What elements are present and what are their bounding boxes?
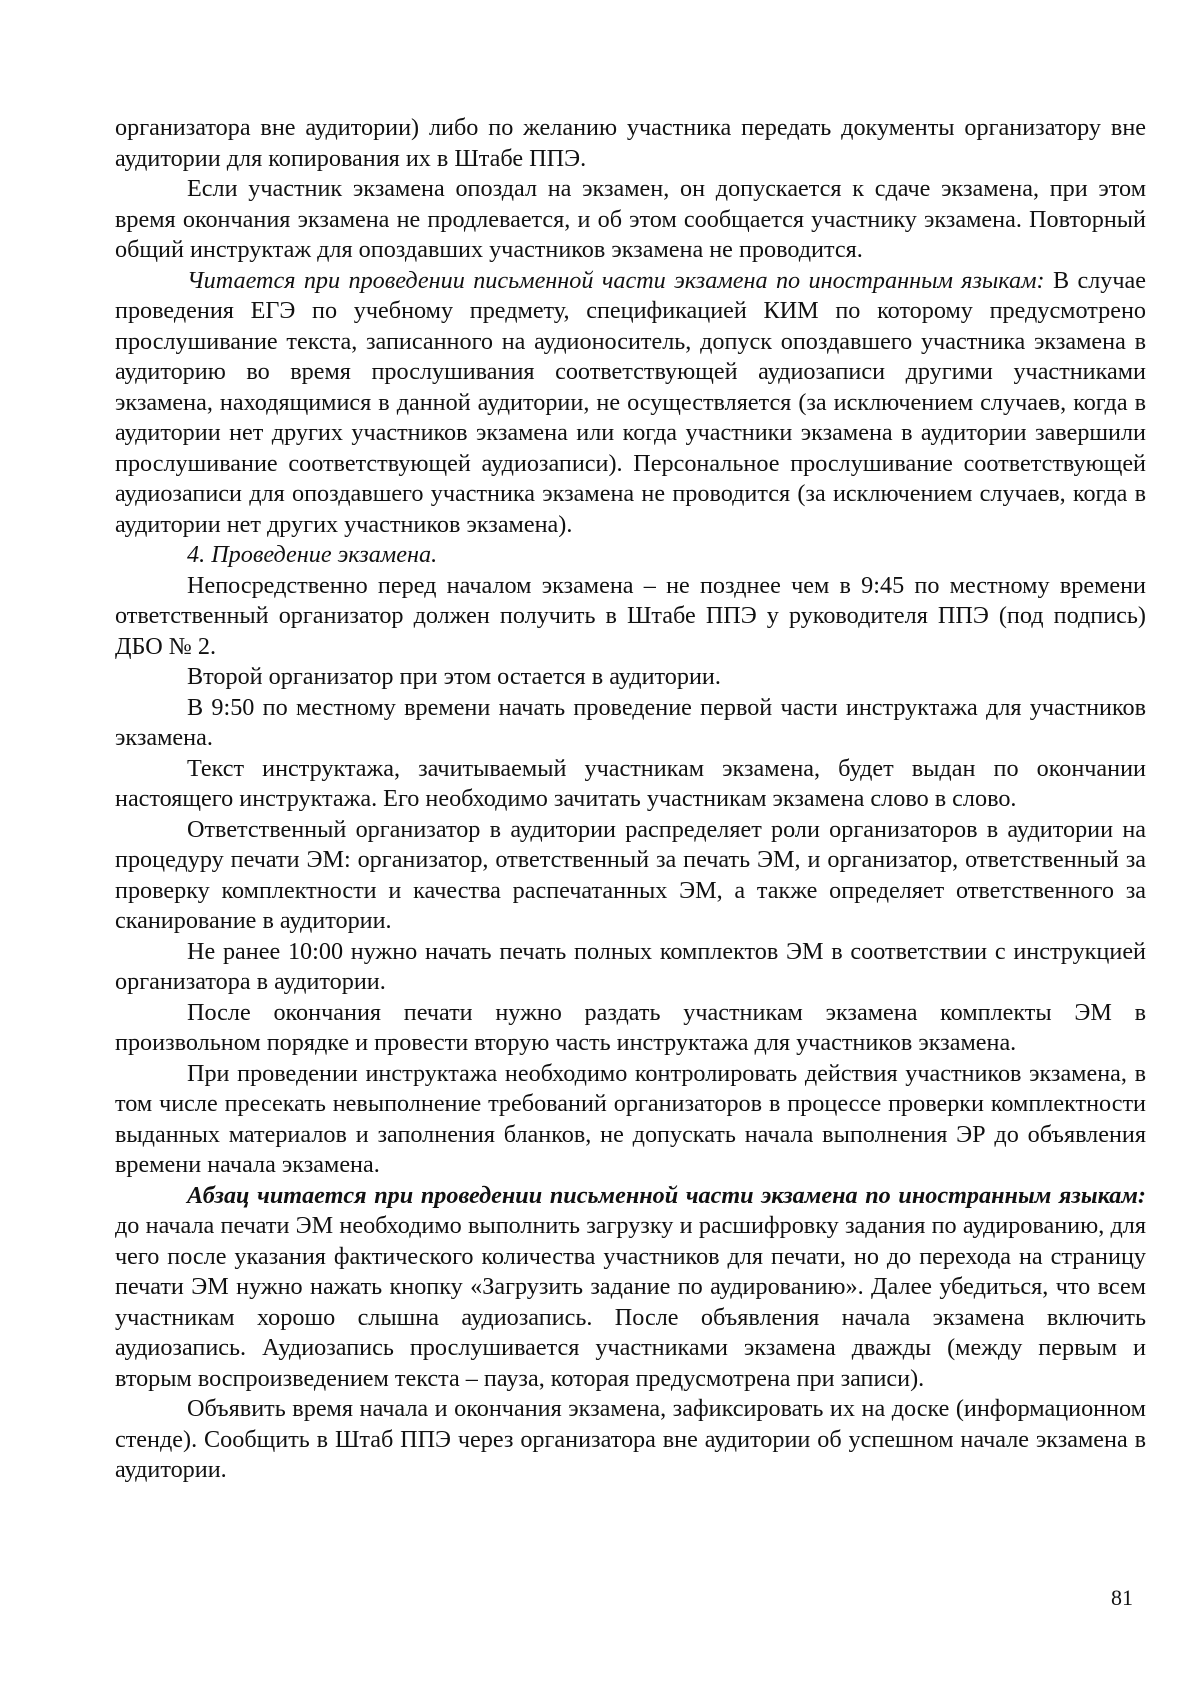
document-body (115, 113, 1146, 1486)
paragraph-audio-task (115, 1181, 1146, 1395)
paragraph-audio-task-body: до начала печати ЭМ необходимо выполнить загрузку и расшифровку задания по аудированию, для чего после указания фактического количества участников для печати, но до перехода на страницу печати ЭМ нужно нажать кнопку «Загрузить задание по аудированию». Далее убедиться, что всем участникам хорошо слышна аудиозапись. После объявления начала экзамена включить аудиозапись. Аудиозапись прослушивается участниками экзамена дважды (между первым и вторым воспроизведением текста – пауза, которая предусмотрена при записи). (115, 1212, 1146, 1392)
italic-lead-foreign-language: Читается при проведении письменной части экзамена по иностранным языкам: (187, 266, 1045, 294)
paragraph-dbo-receipt: Непосредственно перед началом экзамена – не позднее чем в 9:45 по местному времени ответственный организатор должен получить в Штабе ППЭ у руководителя ППЭ (под подпись) ДБО № 2. (115, 571, 1146, 660)
paragraph-foreign-language-late (115, 266, 1146, 541)
paragraph-late-participant: Если участник экзамена опоздал на экзамен, он допускается к сдаче экзамена, при этом время окончания экзамена не продлевается, и об этом сообщается участнику экзамена. Повторный общий инструктаж для опоздавших участников экзамена не проводится. (115, 175, 1146, 263)
paragraph-continuation: организатора вне аудитории) либо по желанию участника передать документы организатору вне аудитории для копирования их в Штабе ППЭ. (115, 114, 1146, 172)
paragraph-foreign-language-late-body: В случае проведения ЕГЭ по учебному предмету, спецификацией КИМ по которому предусмотрено прослушивание текста, записанного на аудионоситель, допуск опоздавшего участника экзамена в аудиторию во время прослушивания соответствующей аудиозаписи другими участниками экзамена, находящимися в данной аудитории, не осуществляется (за исключением случаев, когда в аудитории нет других участников экзамена или когда участники экзамена в аудитории завершили прослушивание соответствующей аудиозаписи). Персональное прослушивание соответствующей аудиозаписи для опоздавшего участника экзамена не проводится (за исключением случаев, когда в аудитории нет других участников экзамена). (115, 266, 1146, 538)
section-heading-exam-conduct: 4. Проведение экзамена. (187, 541, 438, 568)
page-number: 81 (1111, 1585, 1133, 1610)
paragraph-first-briefing: В 9:50 по местному времени начать проведение первой части инструктажа для участников экзамена. (115, 693, 1146, 751)
paragraph-second-organizer: Второй организатор при этом остается в аудитории. (187, 663, 721, 690)
paragraph-printing-start: Не ранее 10:00 нужно начать печать полных комплектов ЭМ в соответствии с инструкцией организатора в аудитории. (115, 937, 1146, 995)
paragraph-announce-time: Объявить время начала и окончания экзамена, зафиксировать их на доске (информационном стенде). Сообщить в Штаб ППЭ через организатора вне аудитории об успешном начале экзамена в аудитории. (115, 1395, 1146, 1483)
paragraph-role-distribution: Ответственный организатор в аудитории распределяет роли организаторов в аудитории на процедуру печати ЭМ: организатор, ответственный за печать ЭМ, и организатор, ответственный за проверку комплектности и качества распечатанных ЭМ, а также определяет ответственного за сканирование в аудитории. (115, 815, 1146, 934)
paragraph-briefing-text: Текст инструктажа, зачитываемый участникам экзамена, будет выдан по окончании настоящего инструктажа. Его необходимо зачитать участникам экзамена слово в слово. (115, 754, 1146, 812)
paragraph-distribution: После окончания печати нужно раздать участникам экзамена комплекты ЭМ в произвольном порядке и провести вторую часть инструктажа для участников экзамена. (115, 998, 1146, 1056)
bold-italic-lead-audio: Абзац читается при проведении письменной части экзамена по иностранным языкам: (187, 1181, 1146, 1209)
paragraph-control: При проведении инструктажа необходимо контролировать действия участников экзамена, в том числе пресекать невыполнение требований организаторов в процессе проверки комплектности выданных материалов и заполнения бланков, не допускать начала выполнения ЭР до объявления времени начала экзамена. (115, 1059, 1146, 1178)
